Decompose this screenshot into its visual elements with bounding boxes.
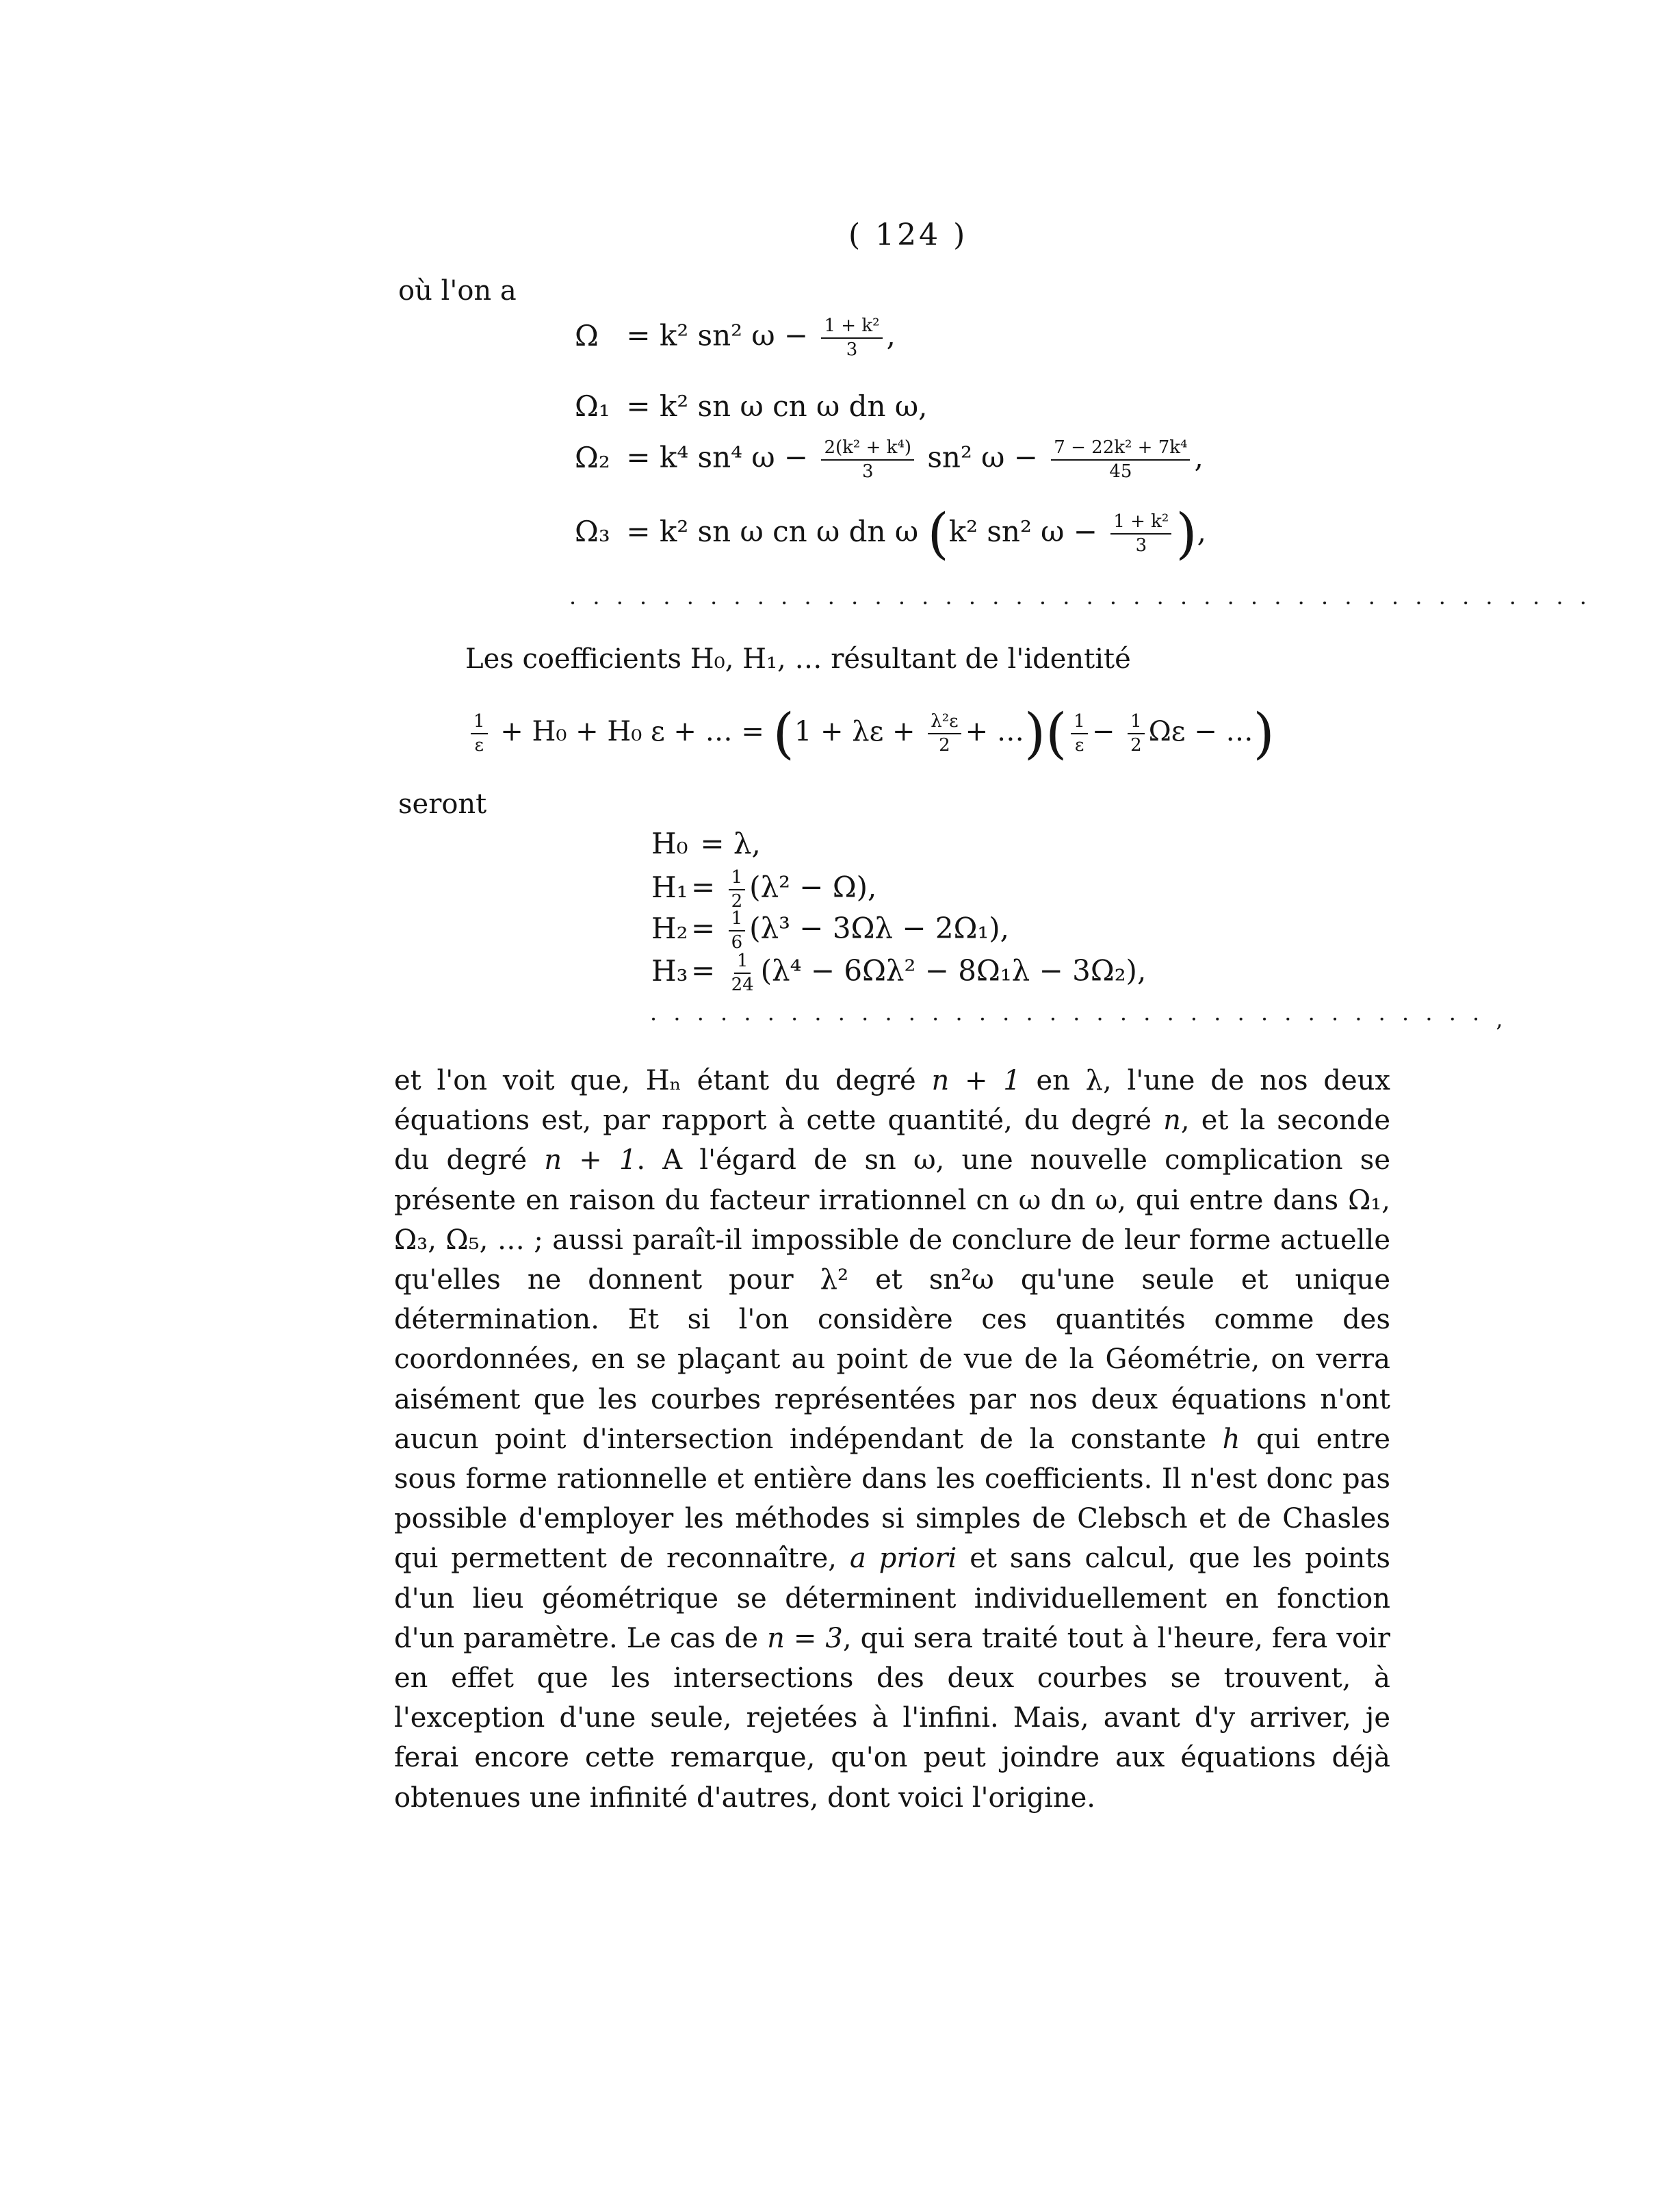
intro-text: où l'on a xyxy=(398,275,517,307)
fraction xyxy=(1128,712,1145,755)
text-run: en λ, l'une de nos deux équations est, par rapport à cette quantité, du degré xyxy=(394,1065,1390,1137)
math-inline: h xyxy=(1222,1423,1240,1455)
equation-lhs: H₁ xyxy=(651,870,688,904)
equation-h3: H₃ = $\frac{1}{24}$ (λ⁴ − 6Ωλ² − 8Ω₁λ − 3Ω₂), xyxy=(651,951,1147,995)
denominator: ε xyxy=(474,735,484,756)
text-run: . A l'égard de sn ω, une nouvelle complication se présente en raison du facteur irrationnel cn ω dn ω, qui entre dans Ω₁, Ω₃, Ω₅, … ; aussi paraît-il impossible de conclure de leur forme actuelle qu'elles ne donnent pour λ² et sn²ω qu'une seule et unique détermination. Et si l'on considère ces quantités comme des coordonnées, en se plaçant au point de vue de la Géométrie, on verra aisément que les courbes représentées par nos deux équations n'ont aucun point d'intersection indépendant de la constante xyxy=(394,1144,1390,1455)
equation-term: k² sn² ω − xyxy=(948,515,1097,548)
text-run: et l'on voit que, xyxy=(394,1065,646,1096)
left-paren: ( xyxy=(927,502,949,565)
numerator: 7 − 22k² + 7k⁴ xyxy=(1051,438,1190,461)
math-inline: n + 1 xyxy=(931,1065,1021,1096)
punctuation: , xyxy=(1194,440,1204,474)
punctuation: , xyxy=(886,318,896,352)
fraction xyxy=(821,316,882,359)
dotted-continuation: · · · · · · · · · · · · · · · · · · · · · · · · · · · · · · · · · · · · · · · · · · · · xyxy=(569,590,1591,616)
right-paren: ) xyxy=(1024,702,1046,765)
equation-lhs: Ω₃ xyxy=(575,515,610,548)
equation-rhs: = k⁴ sn⁴ ω − xyxy=(626,440,809,474)
denominator: 6 xyxy=(731,931,743,953)
factor-1: 1 + λε + xyxy=(794,716,915,747)
text-run: étant du degré xyxy=(681,1065,932,1096)
right-paren: ) xyxy=(1253,702,1275,765)
equation-term: sn² ω − xyxy=(927,440,1038,474)
denominator: 2 xyxy=(1130,735,1142,756)
factor-2-end: Ωε − … xyxy=(1148,716,1253,747)
fraction xyxy=(729,951,757,994)
denominator: 3 xyxy=(1135,535,1147,556)
denominator: 2 xyxy=(731,890,743,912)
denominator: 3 xyxy=(846,339,858,360)
math-inline: n = 3 xyxy=(767,1622,843,1654)
page-number: ( 124 ) xyxy=(848,218,968,253)
denominator: 24 xyxy=(731,974,754,995)
denominator: 3 xyxy=(861,461,874,482)
equation-omega xyxy=(575,316,896,359)
numerator: 1 xyxy=(734,951,751,974)
seront-text: seront xyxy=(398,788,487,820)
coefficients-sentence: Les coefficients H₀, H₁, … résultant de l'identité xyxy=(465,643,1131,675)
equation-omega-2 xyxy=(575,438,1204,481)
fraction xyxy=(821,438,914,481)
numerator: 1 xyxy=(1071,712,1088,734)
equation-rhs: = k² sn ω cn ω dn ω, xyxy=(626,389,928,423)
identity-lhs: + H₀ + H₀ ε + … = xyxy=(500,716,764,747)
math-inline: n xyxy=(1163,1105,1181,1137)
dotted-continuation: · · · · · · · · · · · · · · · · · · · · · · · · · · · · · · · · · · · · , xyxy=(650,1006,1508,1032)
fraction xyxy=(471,712,488,755)
fraction xyxy=(1071,712,1088,755)
equation-h1: H₁ = $\frac{1}{2}$ (λ² − Ω), xyxy=(651,867,877,912)
numerator: 1 xyxy=(471,712,488,734)
factor-1-end: + … xyxy=(965,716,1024,747)
numerator: 1 + k² xyxy=(821,316,882,339)
numerator: 1 + k² xyxy=(1110,512,1171,535)
left-paren: ( xyxy=(1045,702,1067,765)
equation-rhs: = λ, xyxy=(700,827,761,860)
punctuation: , xyxy=(1197,515,1206,548)
numerator: 1 xyxy=(1128,712,1145,734)
equation-lhs: Ω₂ xyxy=(575,440,610,474)
numerator: 2(k² + k⁴) xyxy=(821,438,914,461)
text-run: , et la seconde du degré xyxy=(394,1105,1391,1176)
math-inline: Hₙ xyxy=(645,1065,681,1096)
numerator: 1 xyxy=(729,909,746,931)
fraction xyxy=(1051,438,1190,481)
left-paren: ( xyxy=(772,702,794,765)
equation-rhs: (λ² − Ω), xyxy=(749,870,877,904)
emphasis: a priori xyxy=(849,1543,957,1575)
equation-lhs: H₂ xyxy=(651,911,688,945)
factor-2-op: − xyxy=(1091,716,1115,747)
equation-lhs: Ω xyxy=(575,318,599,352)
numerator: λ²ε xyxy=(928,712,961,734)
numerator: 1 xyxy=(729,868,746,890)
equation-rhs: (λ⁴ − 6Ωλ² − 8Ω₁λ − 3Ω₂), xyxy=(760,953,1147,988)
identity-equation xyxy=(467,702,1275,765)
text-run: et sans calcul, que les points d'un lieu géométrique se déterminent individuellement en fonction d'un paramètre. Le cas de xyxy=(394,1543,1390,1654)
denominator: ε xyxy=(1074,735,1084,756)
equation-h2: H₂ = $\frac{1}{6}$ (λ³ − 3Ωλ − 2Ω₁), xyxy=(651,908,1010,953)
text-run: , qui sera traité tout à l'heure, fera voir en effet que les intersections des deux courbes se trouvent, à l'exception d'une seule, rejetées à l'infini. Mais, avant d'y arriver, je ferai encore cette remarque, qu'on peut joindre aux équations déjà obtenues une infinité d'autres, dont voici l'origine. xyxy=(394,1622,1391,1814)
right-paren: ) xyxy=(1175,502,1197,565)
equation-h0 xyxy=(651,827,761,860)
equation-lhs: H₃ xyxy=(651,953,688,988)
text-run: qui entre sous forme rationnelle et entière dans les coefficients. Il n'est donc pas possible d'employer les méthodes si simples de Clebsch et de Chasles qui permettent de reconnaître, xyxy=(394,1423,1390,1575)
math-inline: n + 1 xyxy=(544,1144,637,1176)
body-paragraph xyxy=(394,1061,1390,1818)
fraction xyxy=(928,712,961,755)
denominator: 2 xyxy=(939,735,950,756)
equation-rhs: = k² sn ω cn ω dn ω xyxy=(626,515,919,548)
equation-lhs: H₀ xyxy=(651,827,688,860)
equation-lhs: Ω₁ xyxy=(575,389,610,423)
fraction xyxy=(729,909,746,952)
equation-omega-1 xyxy=(575,389,928,423)
denominator: 45 xyxy=(1109,461,1132,482)
equation-rhs: (λ³ − 3Ωλ − 2Ω₁), xyxy=(749,911,1010,945)
fraction xyxy=(1110,512,1171,555)
equation-rhs: = k² sn² ω − xyxy=(626,318,809,352)
equation-omega-3 xyxy=(575,502,1206,565)
fraction xyxy=(729,868,746,911)
